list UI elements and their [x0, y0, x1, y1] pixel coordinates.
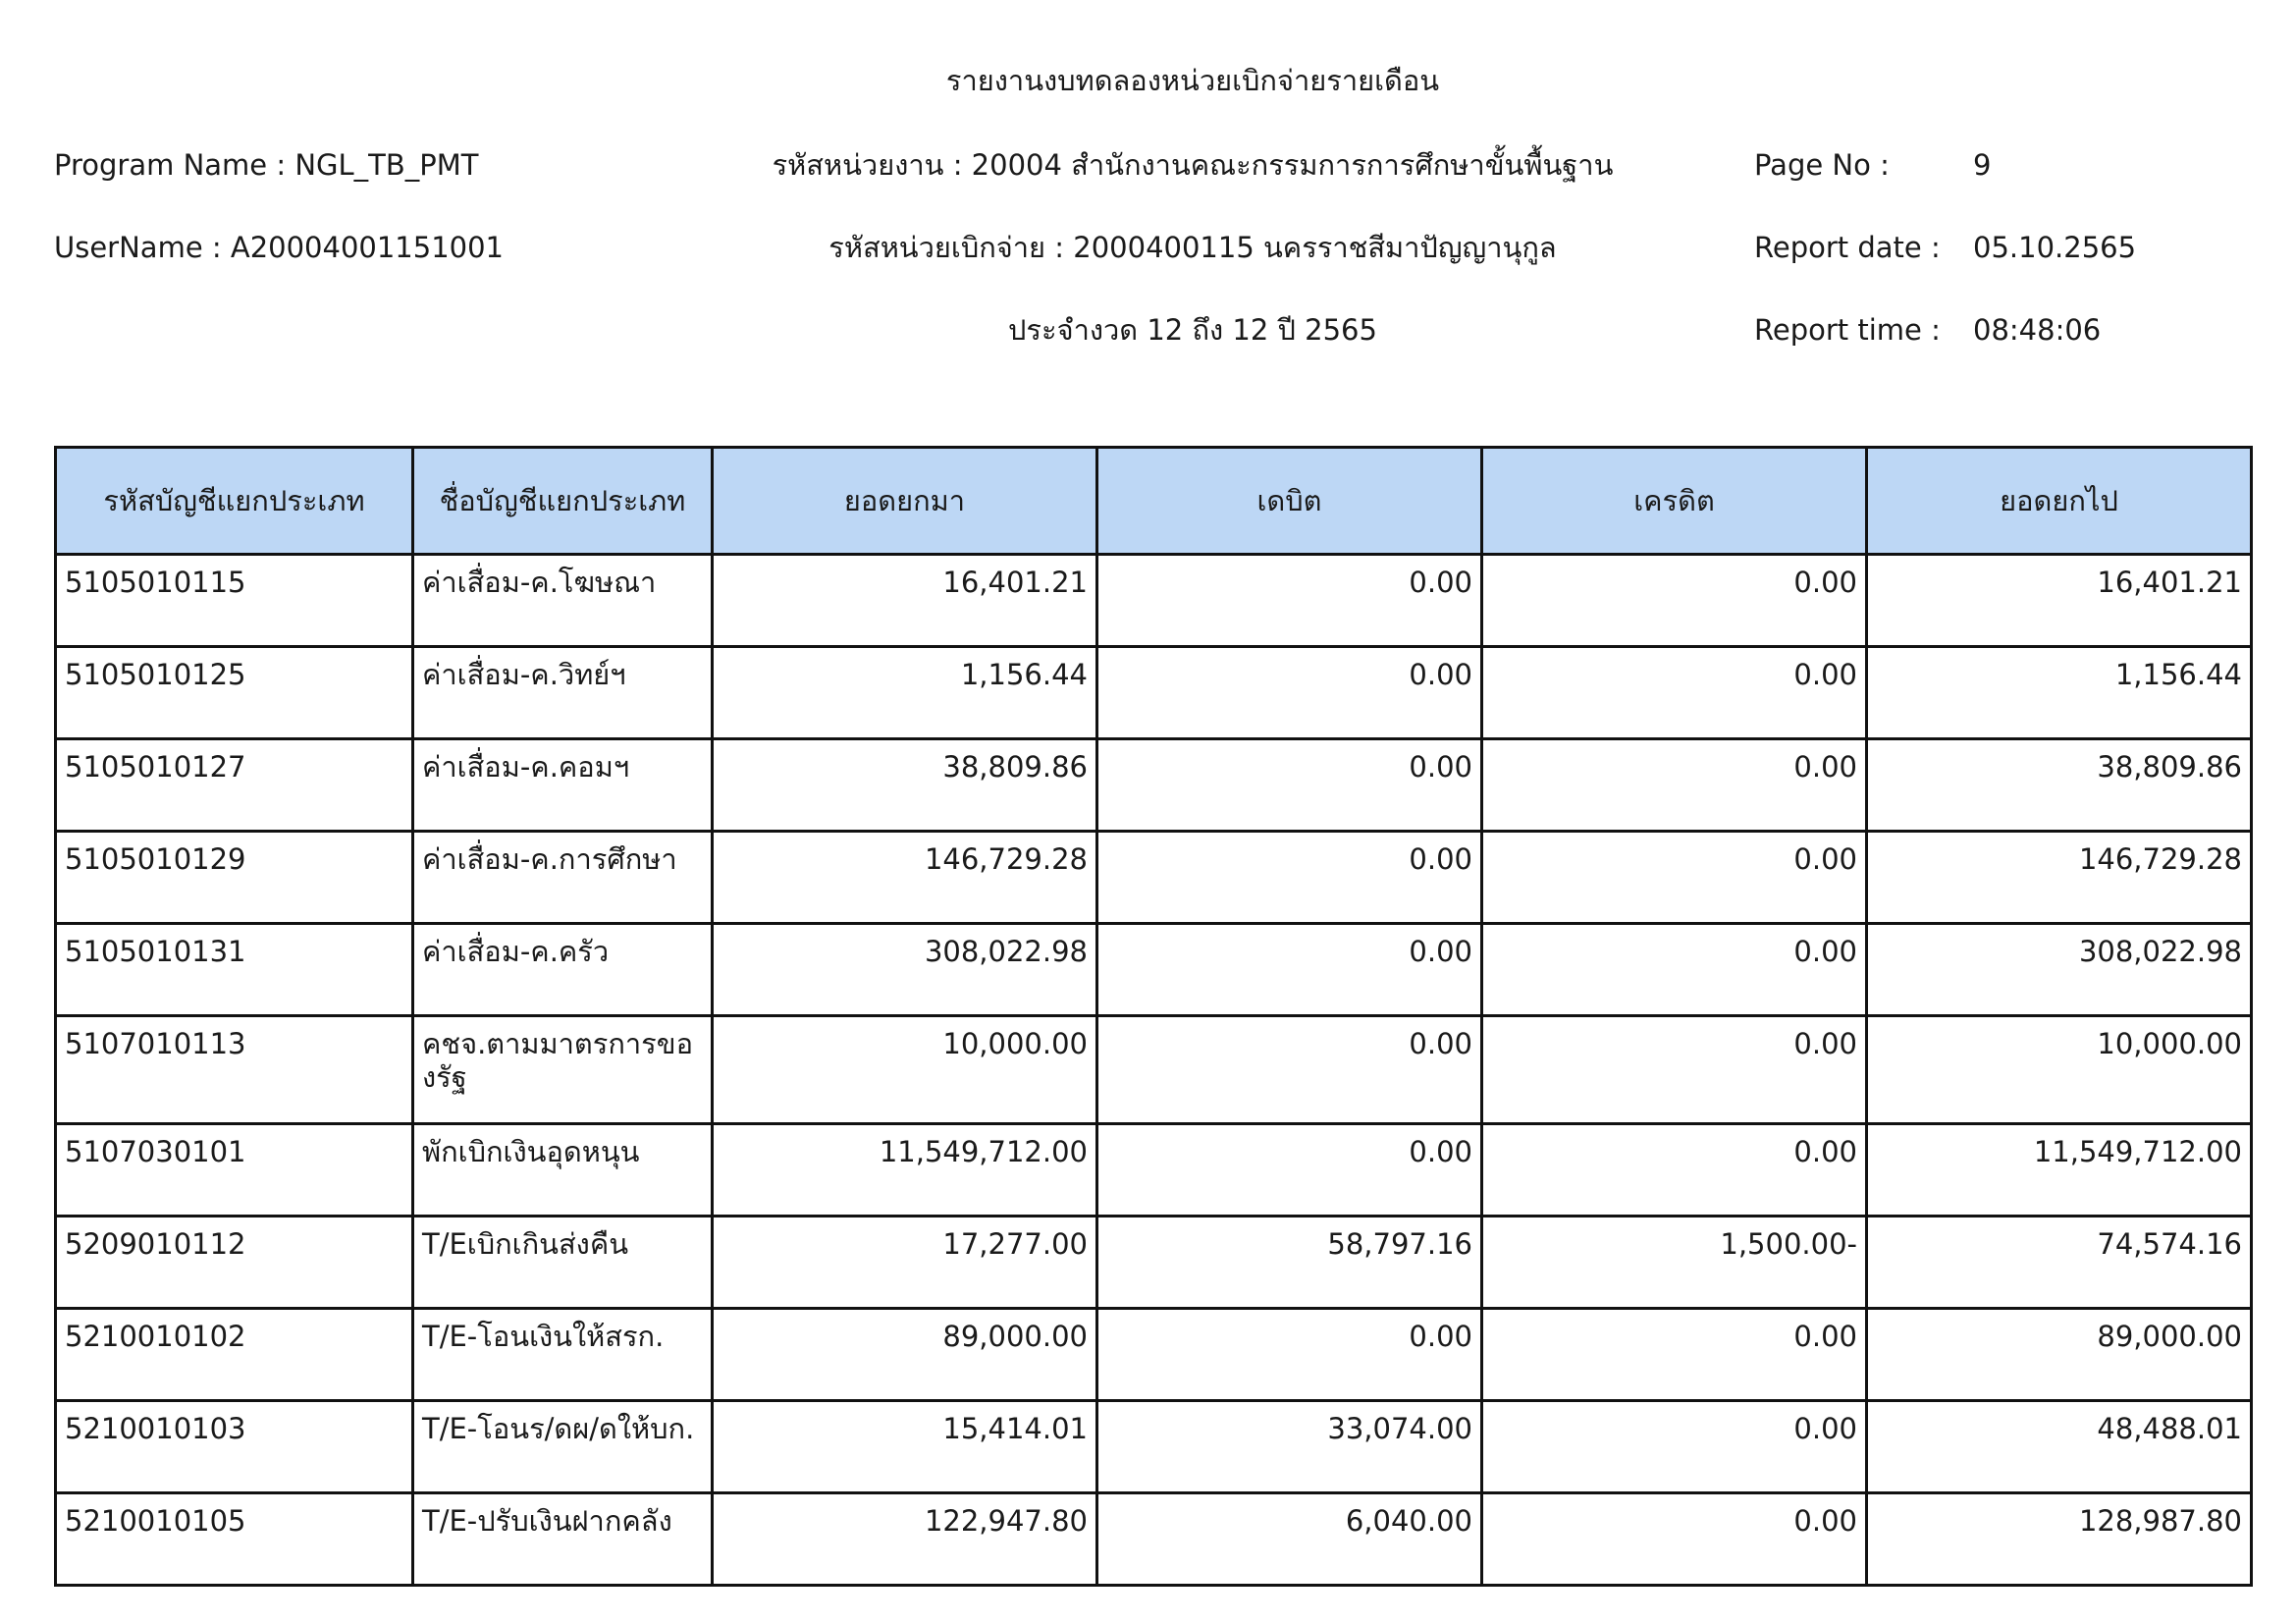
disbursing-unit-line: รหัสหน่วยเบิกจ่าย : 2000400115 นครราชสีมาปัญญานุกูล	[828, 231, 1557, 264]
debit-value: 0.00	[1097, 647, 1482, 739]
header-carried-forward: ยอดยกไป	[1867, 448, 2252, 555]
brought-forward-value: 16,401.21	[713, 555, 1097, 647]
table-row	[56, 1016, 2252, 1124]
account-name: ค่าเสื่อม-ค.ครัว	[413, 924, 713, 1016]
program-name: Program Name : NGL_TB_PMT	[54, 148, 479, 182]
brought-forward-value: 17,277.00	[713, 1217, 1097, 1309]
account-code: 5105010129	[56, 832, 413, 924]
credit-value: 0.00	[1482, 1401, 1867, 1493]
report-date-label: Report date :	[1754, 231, 1941, 264]
account-name: T/E-ปรับเงินฝากคลัง	[413, 1493, 713, 1586]
debit-value: 0.00	[1097, 739, 1482, 832]
debit-value: 0.00	[1097, 1309, 1482, 1401]
credit-value: 0.00	[1482, 1016, 1867, 1124]
credit-value: 0.00	[1482, 1124, 1867, 1217]
account-code: 5105010131	[56, 924, 413, 1016]
period-line: ประจำงวด 12 ถึง 12 ปี 2565	[1008, 313, 1377, 347]
debit-value: 0.00	[1097, 832, 1482, 924]
trial-balance-table	[54, 446, 2253, 1587]
credit-value: 0.00	[1482, 924, 1867, 1016]
debit-value: 6,040.00	[1097, 1493, 1482, 1586]
account-name: ค่าเสื่อม-ค.วิทย์ฯ	[413, 647, 713, 739]
account-name: T/Eเบิกเกินส่งคืน	[413, 1217, 713, 1309]
account-name: ค่าเสื่อม-ค.การศึกษา	[413, 832, 713, 924]
page-no-value: 9	[1973, 148, 1992, 182]
table-header-row	[56, 448, 2252, 555]
credit-value: 0.00	[1482, 647, 1867, 739]
report-time-label: Report time :	[1754, 313, 1941, 347]
username: UserName : A20004001151001	[54, 231, 505, 264]
account-name: ค่าเสื่อม-ค.คอมฯ	[413, 739, 713, 832]
carried-forward-value: 10,000.00	[1867, 1016, 2252, 1124]
report-time-value: 08:48:06	[1973, 313, 2102, 347]
brought-forward-value: 308,022.98	[713, 924, 1097, 1016]
brought-forward-value: 38,809.86	[713, 739, 1097, 832]
header-account-code: รหัสบัญชีแยกประเภท	[56, 448, 413, 555]
credit-value: 0.00	[1482, 739, 1867, 832]
account-code: 5105010115	[56, 555, 413, 647]
carried-forward-value: 128,987.80	[1867, 1493, 2252, 1586]
credit-value: 0.00	[1482, 1309, 1867, 1401]
account-code: 5105010125	[56, 647, 413, 739]
account-code: 5210010105	[56, 1493, 413, 1586]
debit-value: 33,074.00	[1097, 1401, 1482, 1493]
carried-forward-value: 1,156.44	[1867, 647, 2252, 739]
header-account-name: ชื่อบัญชีแยกประเภท	[413, 448, 713, 555]
table-row	[56, 1124, 2252, 1217]
account-name: ค่าเสื่อม-ค.โฆษณา	[413, 555, 713, 647]
carried-forward-value: 74,574.16	[1867, 1217, 2252, 1309]
brought-forward-value: 11,549,712.00	[713, 1124, 1097, 1217]
credit-value: 0.00	[1482, 1493, 1867, 1586]
table-row	[56, 924, 2252, 1016]
credit-value: 0.00	[1482, 555, 1867, 647]
credit-value: 0.00	[1482, 832, 1867, 924]
carried-forward-value: 308,022.98	[1867, 924, 2252, 1016]
carried-forward-value: 11,549,712.00	[1867, 1124, 2252, 1217]
carried-forward-value: 89,000.00	[1867, 1309, 2252, 1401]
agency-line: รหัสหน่วยงาน : 20004 สำนักงานคณะกรรมการการศึกษาขั้นพื้นฐาน	[772, 148, 1614, 182]
account-name: T/E-โอนร/ดผ/ดให้บก.	[413, 1401, 713, 1493]
table-row	[56, 555, 2252, 647]
brought-forward-value: 89,000.00	[713, 1309, 1097, 1401]
brought-forward-value: 146,729.28	[713, 832, 1097, 924]
table-row	[56, 647, 2252, 739]
debit-value: 58,797.16	[1097, 1217, 1482, 1309]
header-debit: เดบิต	[1097, 448, 1482, 555]
table-row	[56, 832, 2252, 924]
carried-forward-value: 16,401.21	[1867, 555, 2252, 647]
account-name: พักเบิกเงินอุดหนุน	[413, 1124, 713, 1217]
brought-forward-value: 1,156.44	[713, 647, 1097, 739]
brought-forward-value: 10,000.00	[713, 1016, 1097, 1124]
account-name: T/E-โอนเงินให้สรก.	[413, 1309, 713, 1401]
account-code: 5107010113	[56, 1016, 413, 1124]
page-no-label: Page No :	[1754, 148, 1890, 182]
report-title: รายงานงบทดลองหน่วยเบิกจ่ายรายเดือน	[945, 64, 1440, 97]
debit-value: 0.00	[1097, 555, 1482, 647]
table-row	[56, 739, 2252, 832]
brought-forward-value: 15,414.01	[713, 1401, 1097, 1493]
header-credit: เครดิต	[1482, 448, 1867, 555]
header-brought-forward: ยอดยกมา	[713, 448, 1097, 555]
credit-value: 1,500.00-	[1482, 1217, 1867, 1309]
table-row	[56, 1401, 2252, 1493]
table-row	[56, 1217, 2252, 1309]
debit-value: 0.00	[1097, 1124, 1482, 1217]
account-code: 5209010112	[56, 1217, 413, 1309]
debit-value: 0.00	[1097, 1016, 1482, 1124]
table-row	[56, 1309, 2252, 1401]
carried-forward-value: 38,809.86	[1867, 739, 2252, 832]
account-code: 5105010127	[56, 739, 413, 832]
account-name: คชจ.ตามมาตรการของรัฐ	[413, 1016, 713, 1124]
account-code: 5210010102	[56, 1309, 413, 1401]
debit-value: 0.00	[1097, 924, 1482, 1016]
carried-forward-value: 146,729.28	[1867, 832, 2252, 924]
account-code: 5210010103	[56, 1401, 413, 1493]
carried-forward-value: 48,488.01	[1867, 1401, 2252, 1493]
table-row	[56, 1493, 2252, 1586]
brought-forward-value: 122,947.80	[713, 1493, 1097, 1586]
account-code: 5107030101	[56, 1124, 413, 1217]
report-date-value: 05.10.2565	[1973, 231, 2137, 264]
